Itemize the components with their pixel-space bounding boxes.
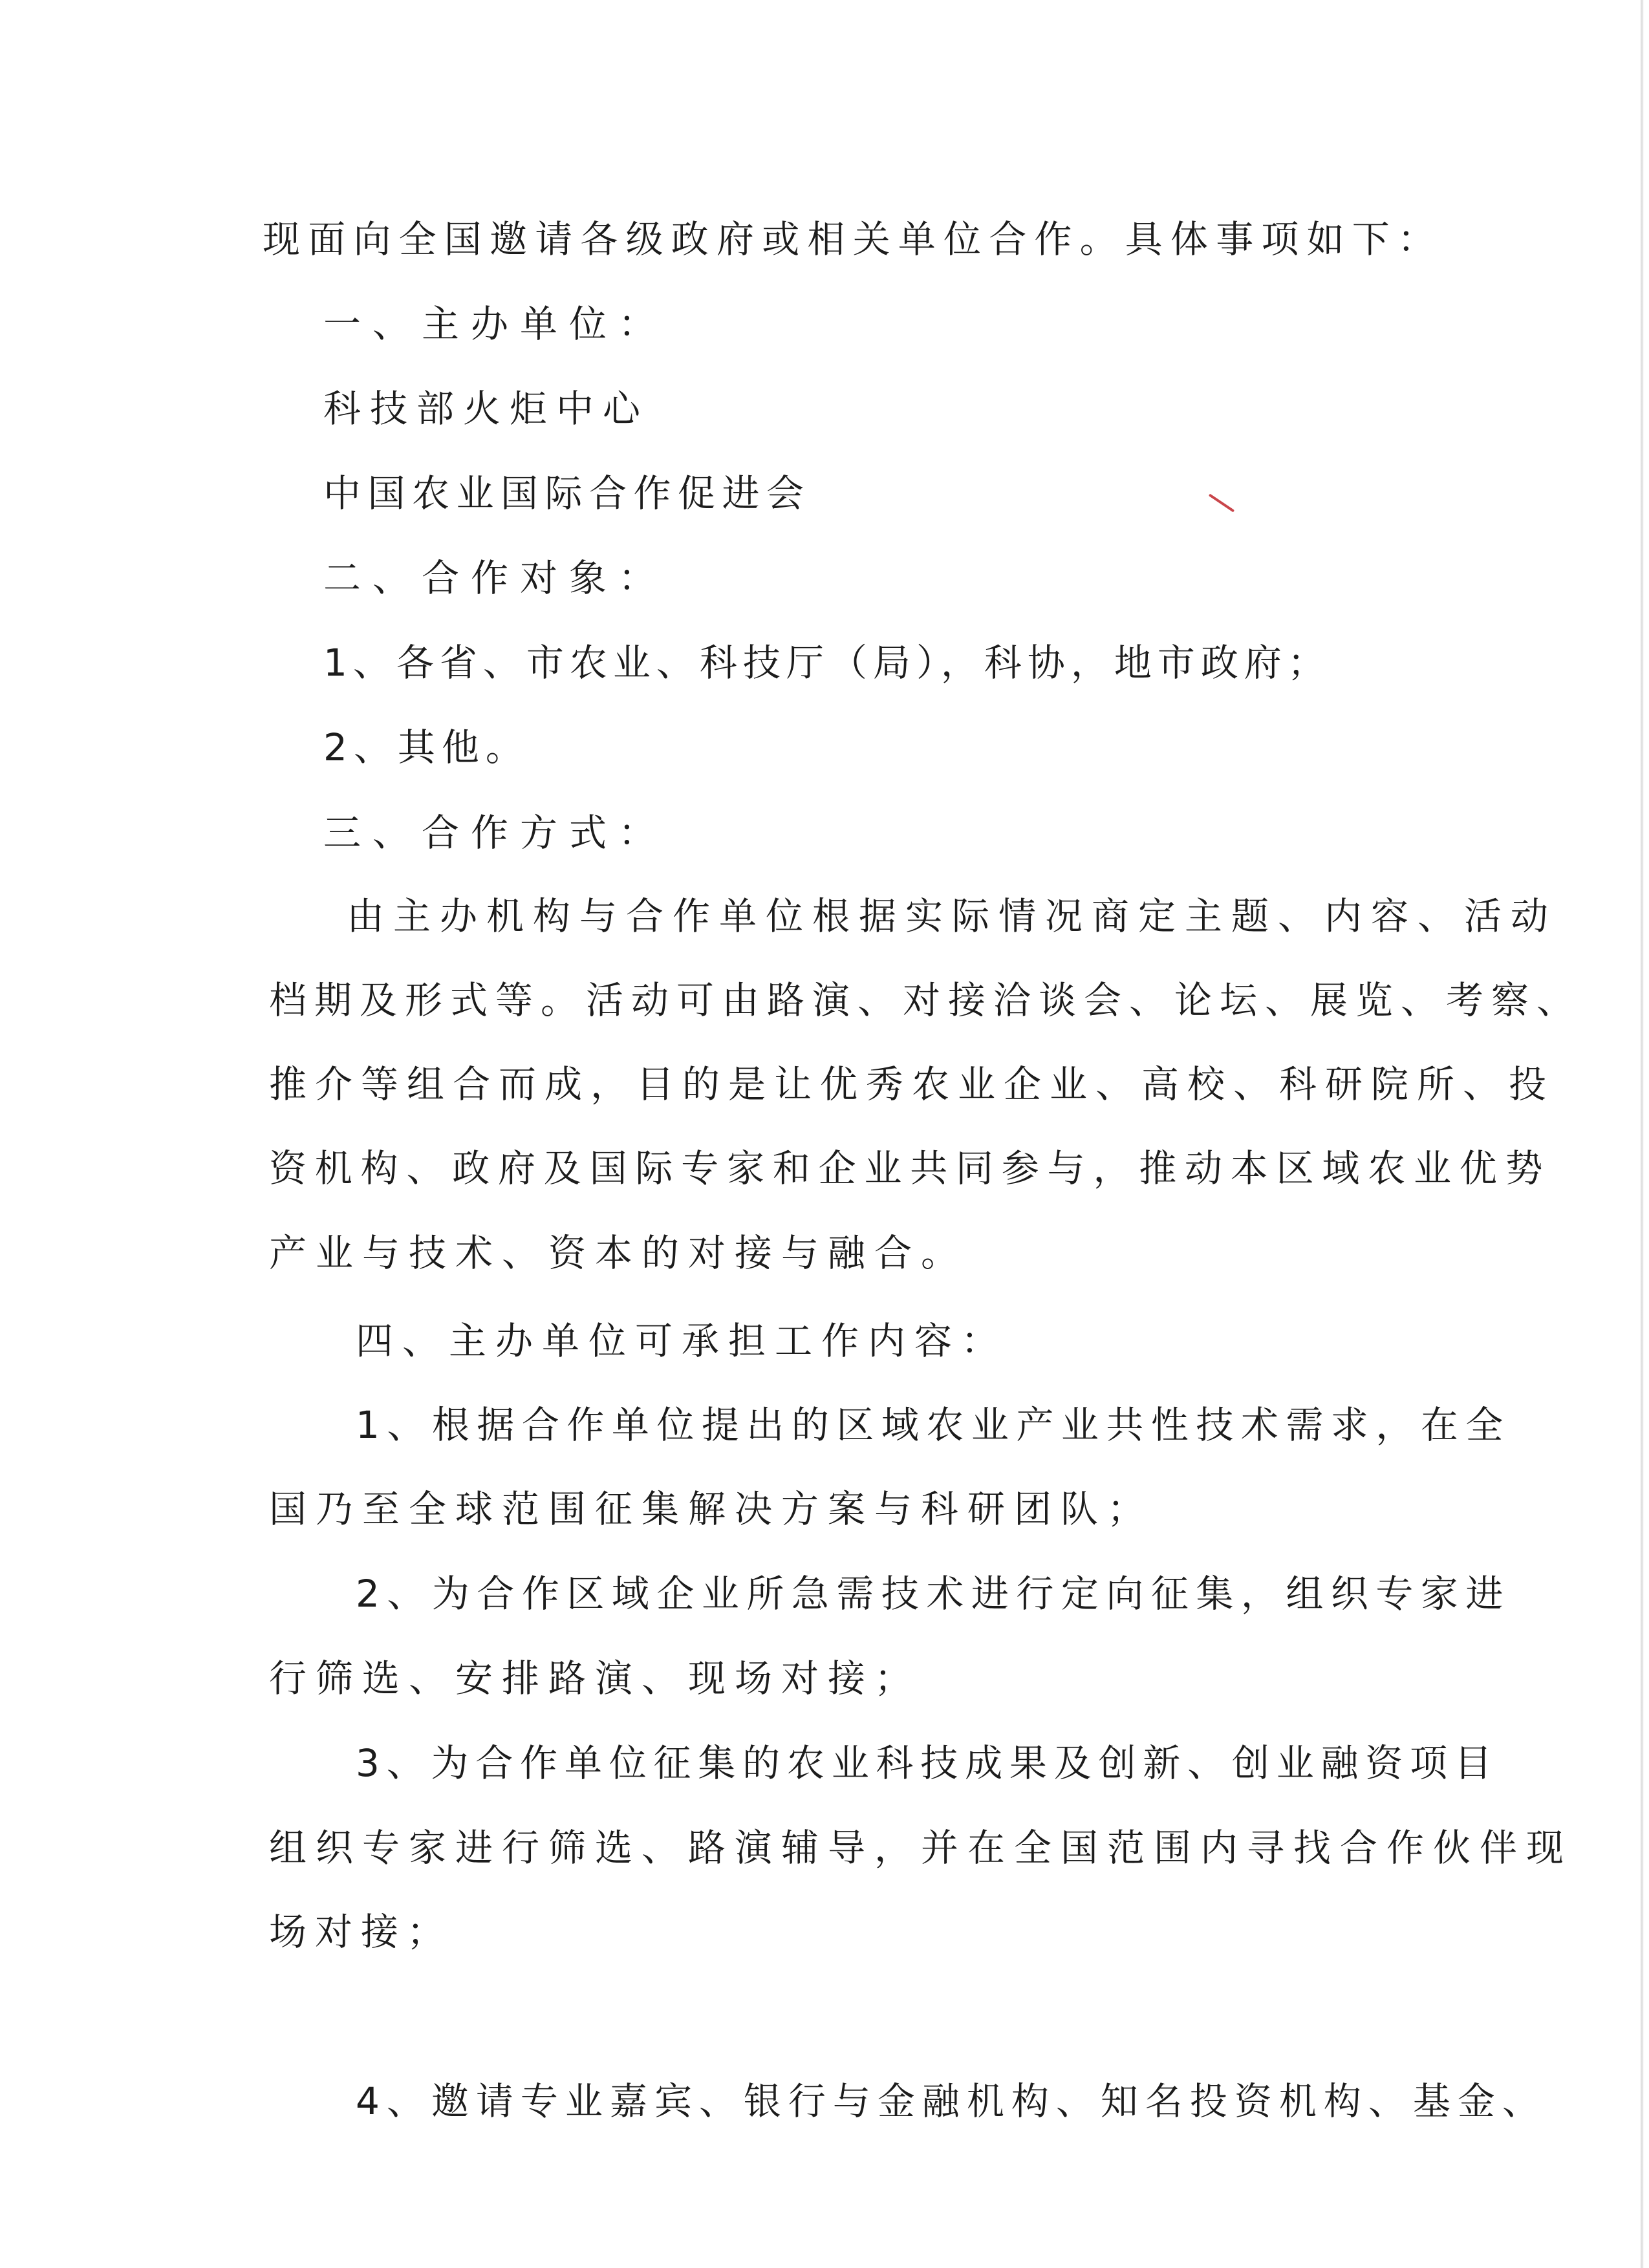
section-heading: 三、合作方式： bbox=[323, 811, 668, 855]
body-text-line: 推介等组合而成，目的是让优秀农业企业、高校、科研院所、投 bbox=[269, 1062, 1555, 1106]
organizer-name: 科技部火炬中心 bbox=[323, 387, 650, 431]
list-item: 3、为合作单位征集的农业科技成果及创新、创业融资项目 bbox=[356, 1741, 1499, 1785]
list-item: 4、邀请专业嘉宾、银行与金融机构、知名投资机构、基金、 bbox=[356, 2079, 1547, 2123]
list-item: 1、根据合作单位提出的区域农业产业共性技术需求，在全 bbox=[356, 1403, 1511, 1447]
list-item-continuation: 行筛选、安排路演、现场对接； bbox=[269, 1656, 921, 1700]
section-heading: 二、合作对象： bbox=[323, 556, 668, 600]
body-text-line: 资机构、政府及国际专家和企业共同参与，推动本区域农业优势 bbox=[269, 1146, 1551, 1190]
section-heading: 四、主办单位可承担工作内容： bbox=[356, 1319, 1008, 1363]
list-item-continuation: 国乃至全球范围征集解决方案与科研团队； bbox=[269, 1487, 1154, 1531]
list-item-continuation: 场对接； bbox=[269, 1910, 453, 1954]
scan-edge bbox=[1640, 0, 1644, 2268]
body-text-line: 产业与技术、资本的对接与融合。 bbox=[269, 1231, 968, 1275]
list-item: 2、为合作区域企业所急需技术进行定向征集，组织专家进 bbox=[356, 1572, 1511, 1616]
list-item-continuation: 组织专家进行筛选、路演辅导，并在全国范围内寻找合作伙伴现 bbox=[269, 1826, 1573, 1870]
body-text-line: 由主办机构与合作单位根据实际情况商定主题、内容、活动 bbox=[347, 894, 1558, 938]
list-item: 1、各省、市农业、科技厅（局），科协，地市政府； bbox=[323, 641, 1331, 685]
body-text-line: 现面向全国邀请各级政府或相关单位合作。具体事项如下： bbox=[263, 217, 1443, 261]
list-item: 2、其他。 bbox=[323, 725, 530, 769]
section-heading: 一、主办单位： bbox=[323, 302, 668, 346]
pen-mark bbox=[1209, 493, 1234, 512]
body-text-line: 档期及形式等。活动可由路演、对接洽谈会、论坛、展览、考察、 bbox=[269, 978, 1582, 1022]
organizer-name: 中国农业国际合作促进会 bbox=[323, 471, 811, 515]
